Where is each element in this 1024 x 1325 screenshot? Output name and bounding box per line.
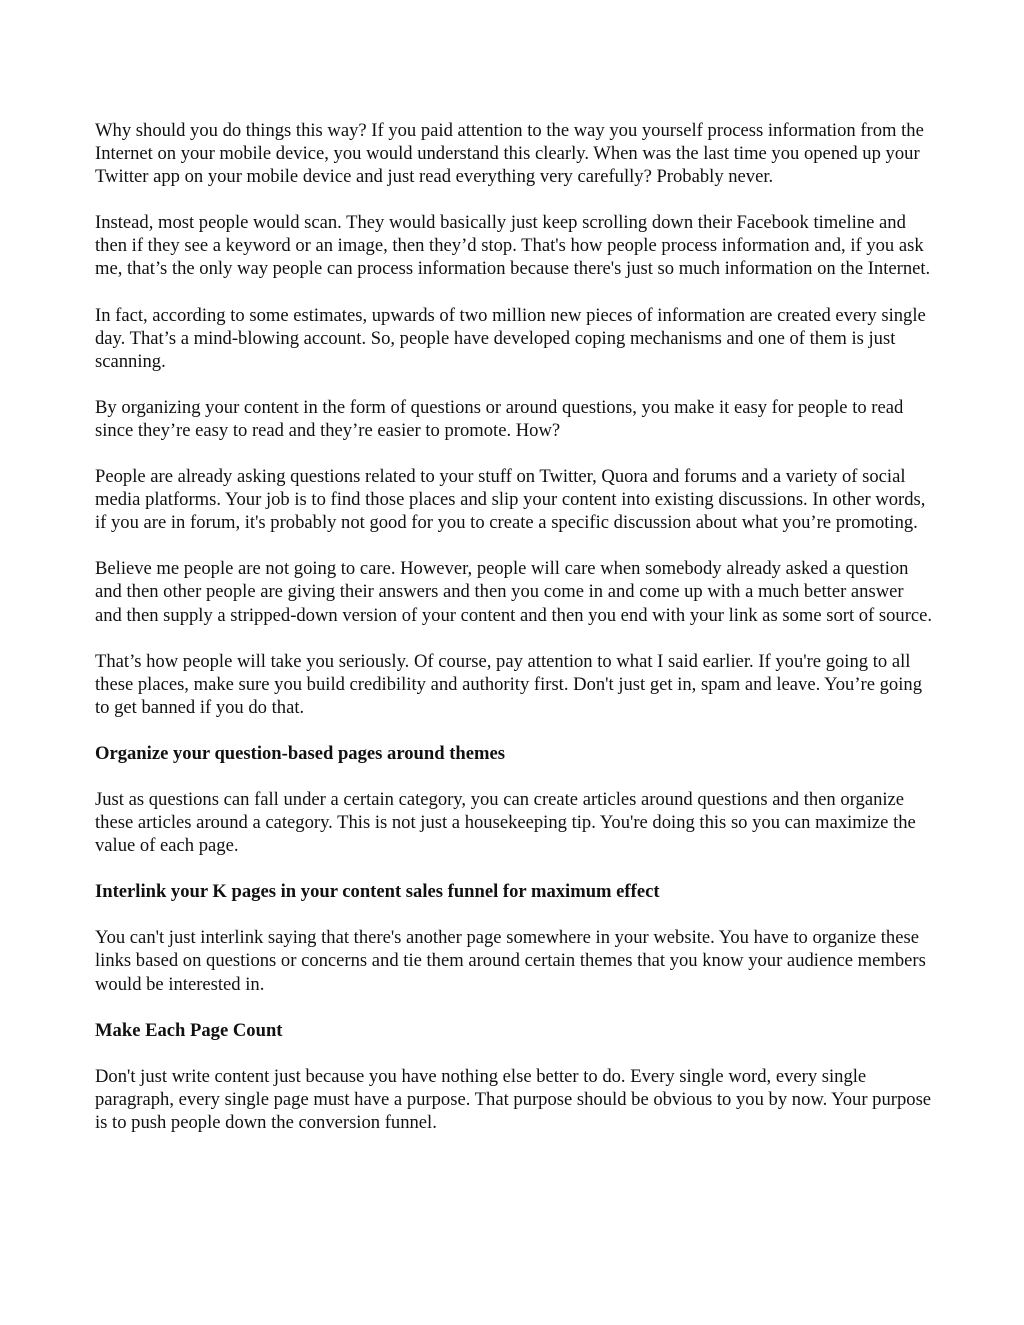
section-heading: Make Each Page Count bbox=[95, 1019, 283, 1041]
paragraph: Believe me people are not going to care. However, people will care when somebody already asked a question and then other people are giving their answers and then you come in and come up with a much better answer and then supply a stripped-down version of your content and then you end with your link as some sort of source. bbox=[95, 558, 933, 626]
paragraph: That’s how people will take you seriously. Of course, pay attention to what I said earlier. If you're going to all these places, make sure you build credibility and authority first. Don't just get in, spam and leave. You’re going to get banned if you do that. bbox=[95, 650, 922, 718]
paragraph: By organizing your content in the form of questions or around questions, you make it easy for people to read since they’re easy to read and they’re easier to promote. How? bbox=[95, 396, 904, 441]
paragraph: People are already asking questions related to your stuff on Twitter, Quora and forums and a variety of social media platforms. Your job is to find those places and slip your content into existing discussions. In other words, if you are in forum, it's probably not good for you to create a specific discussion about what you’re promoting. bbox=[95, 466, 926, 534]
section-heading: Interlink your K pages in your content sales funnel for maximum effect bbox=[95, 881, 660, 903]
paragraph: Don't just write content just because you have nothing else better to do. Every single word, every single paragraph, every single page must have a purpose. That purpose should be obvious to you by now. Your purpose is to push people down the conversion funnel. bbox=[95, 1065, 932, 1133]
paragraph: Why should you do things this way? If you paid attention to the way you yourself process information from the Internet on your mobile device, you would understand this clearly. When was the last time you opened up your Twitter app on your mobile device and just read everything very carefully? Probably never. bbox=[95, 120, 924, 188]
document-page bbox=[95, 119, 935, 1157]
paragraph: In fact, according to some estimates, upwards of two million new pieces of information are created every single day. That’s a mind-blowing account. So, people have developed coping mechanisms and one of them is just scanning. bbox=[95, 304, 926, 372]
section-heading: Organize your question-based pages around themes bbox=[95, 742, 505, 764]
paragraph: Just as questions can fall under a certain category, you can create articles around questions and then organize these articles around a category. This is not just a housekeeping tip. You're doing this so you can maximize the value of each page. bbox=[95, 788, 916, 857]
paragraph: Instead, most people would scan. They would basically just keep scrolling down their Facebook timeline and then if they see a keyword or an image, then they’d stop. That's how people process information and, if you ask me, that’s the only way people can process information because there's just so much information on the Internet. bbox=[95, 212, 931, 280]
paragraph: You can't just interlink saying that there's another page somewhere in your website. You have to organize these links based on questions or concerns and tie them around certain themes that you know your audience members would be interested in. bbox=[95, 927, 926, 995]
